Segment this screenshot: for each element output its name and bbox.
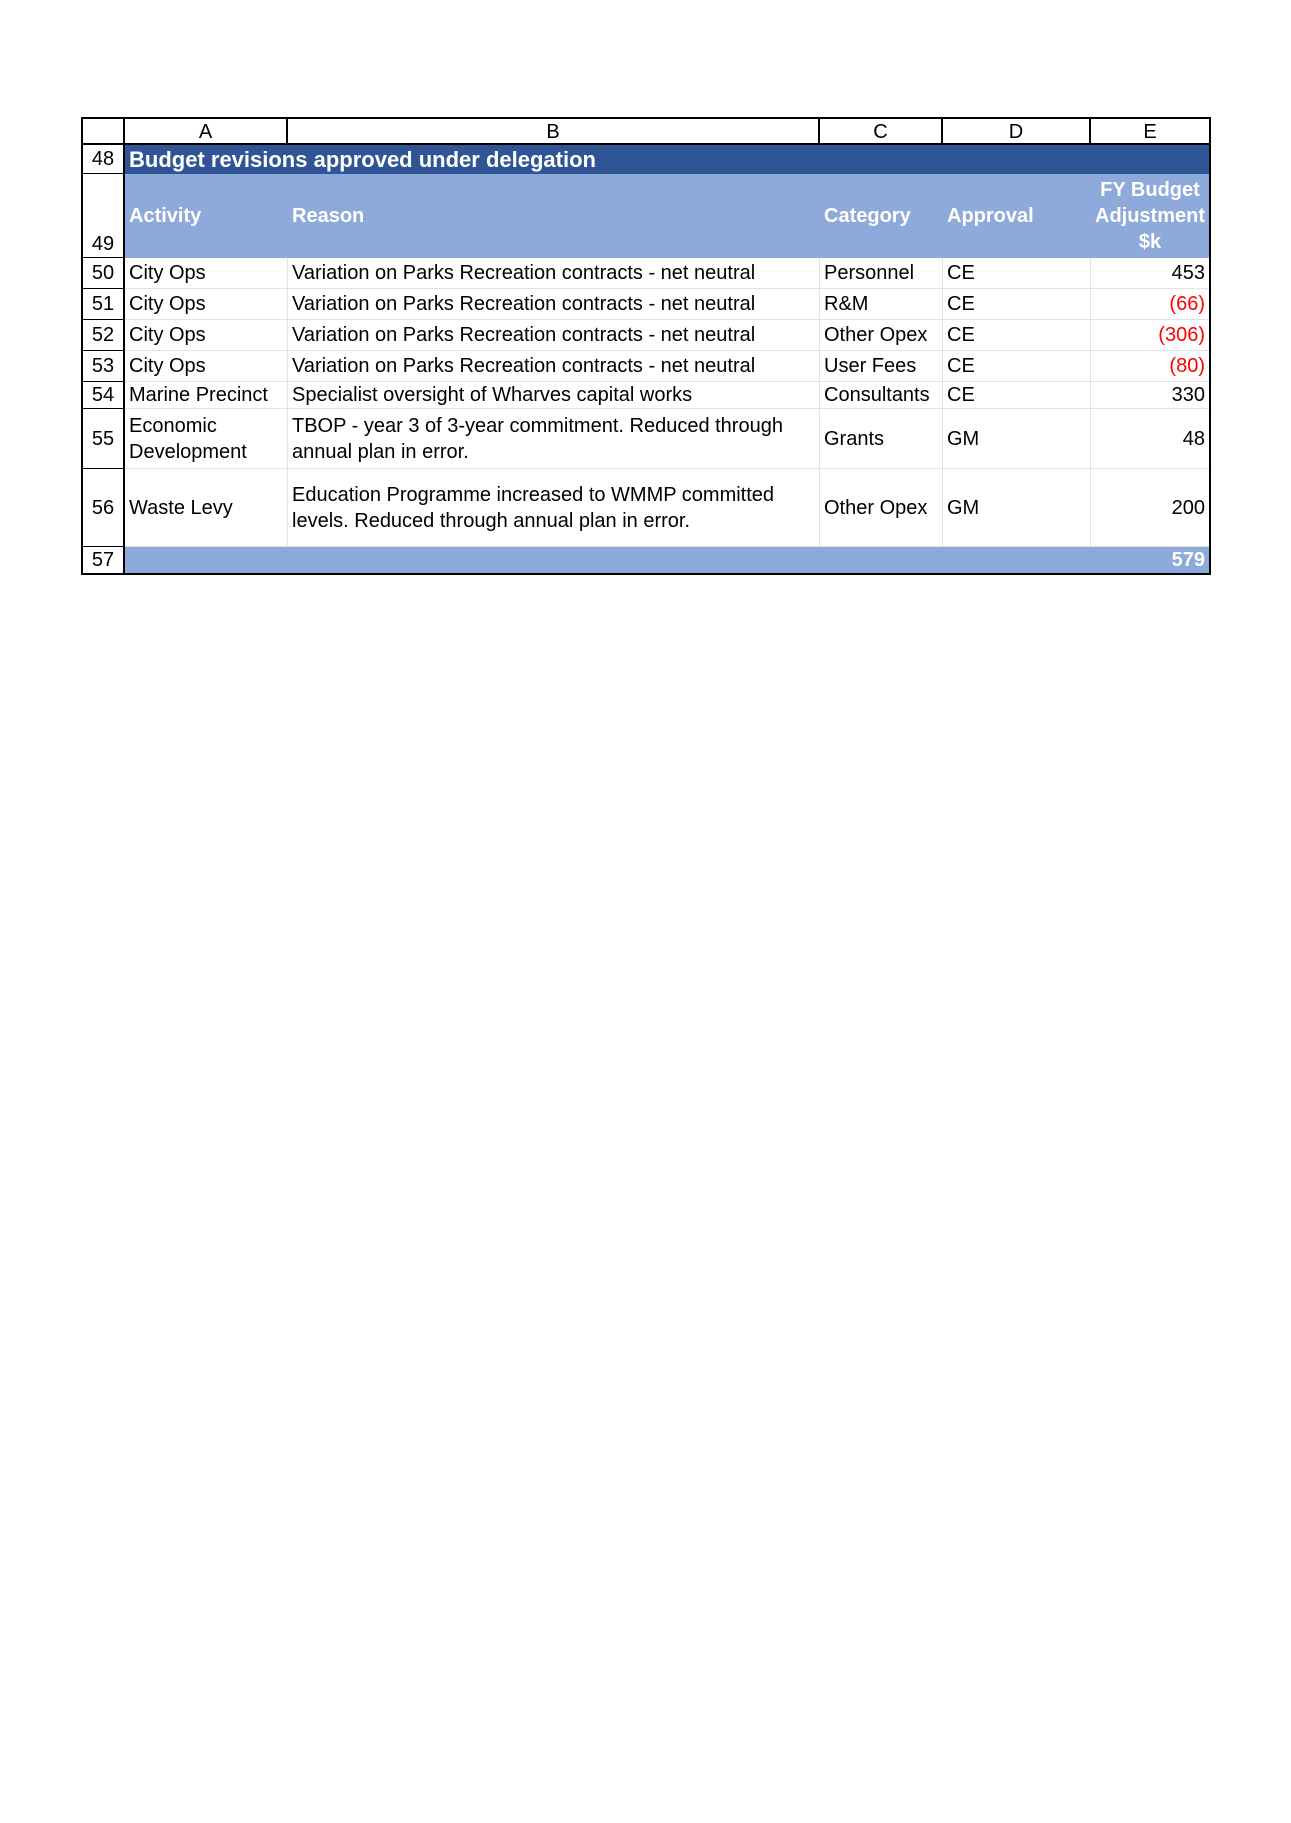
spreadsheet-table <box>81 117 1211 575</box>
table-row <box>83 289 1209 320</box>
table-row <box>83 351 1209 382</box>
cell-approval[interactable]: GM <box>943 409 1091 469</box>
row-header[interactable]: 50 <box>83 258 125 289</box>
total-row <box>83 547 1209 573</box>
cell-adjustment[interactable]: 200 <box>1091 469 1209 547</box>
cell-category[interactable]: Grants <box>820 409 943 469</box>
row-header[interactable]: 49 <box>83 174 125 258</box>
cell-reason[interactable]: Variation on Parks Recreation contracts - net neutral <box>288 320 820 351</box>
cell-category[interactable]: User Fees <box>820 351 943 382</box>
table-row <box>83 258 1209 289</box>
header-approval[interactable]: Approval <box>943 174 1091 258</box>
cell-approval[interactable]: CE <box>943 258 1091 289</box>
cell-adjustment[interactable]: (66) <box>1091 289 1209 320</box>
row-header[interactable]: 56 <box>83 469 125 547</box>
cell-reason[interactable]: TBOP - year 3 of 3-year commitment. Reduced through annual plan in error. <box>288 409 820 469</box>
cell-reason[interactable]: Variation on Parks Recreation contracts - net neutral <box>288 289 820 320</box>
cell-category[interactable]: Consultants <box>820 382 943 409</box>
row-header[interactable]: 52 <box>83 320 125 351</box>
column-header-row <box>83 119 1209 145</box>
cell-adjustment[interactable]: 453 <box>1091 258 1209 289</box>
row-header[interactable]: 55 <box>83 409 125 469</box>
cell-activity[interactable]: City Ops <box>125 258 288 289</box>
column-header-a[interactable]: A <box>125 119 288 145</box>
cell-activity[interactable]: Economic Development <box>125 409 288 469</box>
cell-reason[interactable]: Education Programme increased to WMMP committed levels. Reduced through annual plan in error. <box>288 469 820 547</box>
cell-category[interactable]: Personnel <box>820 258 943 289</box>
cell-activity[interactable]: Marine Precinct <box>125 382 288 409</box>
column-header-e[interactable]: E <box>1091 119 1209 145</box>
table-row <box>83 469 1209 547</box>
header-row <box>83 174 1209 258</box>
table-title[interactable]: Budget revisions approved under delegation <box>125 145 1209 174</box>
cell-approval[interactable]: GM <box>943 469 1091 547</box>
cell-approval[interactable]: CE <box>943 382 1091 409</box>
row-header[interactable]: 51 <box>83 289 125 320</box>
header-adjustment[interactable]: FY Budget Adjustment $k <box>1091 174 1209 258</box>
table-row <box>83 409 1209 469</box>
cell-activity[interactable]: City Ops <box>125 351 288 382</box>
cell-reason[interactable]: Variation on Parks Recreation contracts - net neutral <box>288 258 820 289</box>
cell-activity[interactable]: City Ops <box>125 320 288 351</box>
select-all-corner[interactable] <box>83 119 125 145</box>
cell-adjustment[interactable]: 330 <box>1091 382 1209 409</box>
cell-reason[interactable]: Specialist oversight of Wharves capital works <box>288 382 820 409</box>
cell-approval[interactable]: CE <box>943 320 1091 351</box>
title-row <box>83 145 1209 174</box>
cell-adjustment[interactable]: (306) <box>1091 320 1209 351</box>
row-header[interactable]: 57 <box>83 547 125 573</box>
header-activity[interactable]: Activity <box>125 174 288 258</box>
table-row <box>83 382 1209 409</box>
cell-approval[interactable]: CE <box>943 351 1091 382</box>
total-value[interactable]: 579 <box>125 547 1209 573</box>
table-row <box>83 320 1209 351</box>
column-header-b[interactable]: B <box>288 119 820 145</box>
cell-approval[interactable]: CE <box>943 289 1091 320</box>
column-header-d[interactable]: D <box>943 119 1091 145</box>
cell-category[interactable]: Other Opex <box>820 320 943 351</box>
cell-reason[interactable]: Variation on Parks Recreation contracts - net neutral <box>288 351 820 382</box>
row-header[interactable]: 48 <box>83 145 125 174</box>
cell-adjustment[interactable]: (80) <box>1091 351 1209 382</box>
row-header[interactable]: 53 <box>83 351 125 382</box>
cell-activity[interactable]: City Ops <box>125 289 288 320</box>
cell-adjustment[interactable]: 48 <box>1091 409 1209 469</box>
header-reason[interactable]: Reason <box>288 174 820 258</box>
cell-category[interactable]: R&M <box>820 289 943 320</box>
header-category[interactable]: Category <box>820 174 943 258</box>
cell-category[interactable]: Other Opex <box>820 469 943 547</box>
cell-activity[interactable]: Waste Levy <box>125 469 288 547</box>
column-header-c[interactable]: C <box>820 119 943 145</box>
row-header[interactable]: 54 <box>83 382 125 409</box>
